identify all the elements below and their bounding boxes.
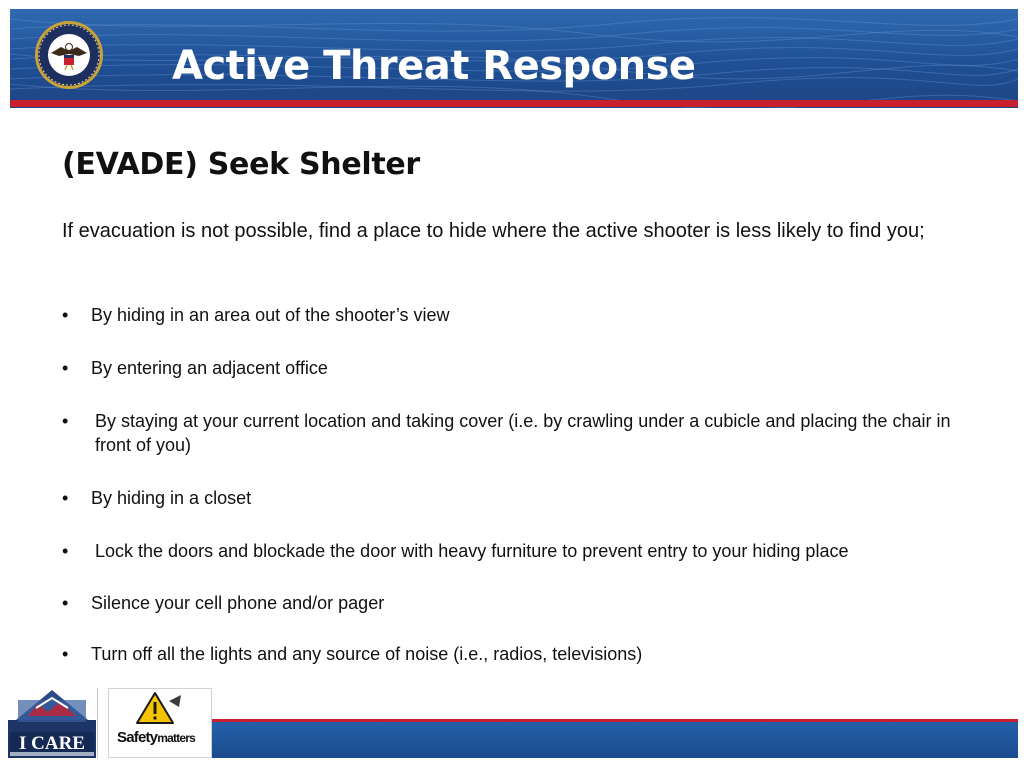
- icare-logo: [6, 686, 98, 760]
- warning-triangle-icon: [137, 693, 173, 723]
- section-heading: (EVADE) Seek Shelter: [62, 147, 420, 182]
- bullet-dot: •: [62, 644, 69, 664]
- bullet-text: Turn off all the lights and any source of noise (i.e., radios, televisions): [91, 644, 643, 664]
- footer-bar: [212, 722, 1018, 758]
- bullet-item: [62, 486, 942, 510]
- bullet-item: [62, 303, 942, 327]
- bullet-text: By hiding in an area out of the shooter’s view: [91, 305, 450, 325]
- bullet-dot: •: [62, 541, 69, 561]
- va-seal-icon: [34, 20, 104, 90]
- bullet-dot: •: [62, 358, 69, 378]
- bullet-item: [62, 409, 982, 457]
- bullet-text: By staying at your current location and taking cover (i.e. by crawling under a cubicle and placing the chair in front of you): [95, 411, 951, 455]
- bullet-dot: •: [62, 411, 69, 431]
- icare-label: I CARE: [19, 733, 85, 754]
- bullet-dot: •: [62, 593, 69, 613]
- bullet-dot: •: [62, 305, 69, 325]
- bullet-item: [62, 642, 942, 666]
- bullet-text: Silence your cell phone and/or pager: [91, 593, 385, 613]
- footer-divider: [97, 688, 98, 758]
- header-red-stripe: [10, 100, 1018, 107]
- bullet-text: By hiding in a closet: [91, 488, 252, 508]
- intro-paragraph: If evacuation is not possible, find a place to hide where the active shooter is less likely to find you;: [62, 220, 925, 242]
- slide-title: Active Threat Response: [172, 43, 696, 89]
- safety-matters-label: [117, 729, 195, 746]
- safety-matters-logo: [108, 688, 212, 758]
- bullet-item: [62, 356, 942, 380]
- safety-label-sub: matters: [157, 731, 195, 745]
- safety-label-main: Safety: [117, 729, 158, 746]
- bullet-text: By entering an adjacent office: [91, 358, 328, 378]
- bullet-item: [62, 591, 942, 615]
- bullet-item: [62, 539, 982, 563]
- bullet-dot: •: [62, 488, 69, 508]
- bullet-text: Lock the doors and blockade the door with heavy furniture to prevent entry to your hiding place: [95, 541, 849, 561]
